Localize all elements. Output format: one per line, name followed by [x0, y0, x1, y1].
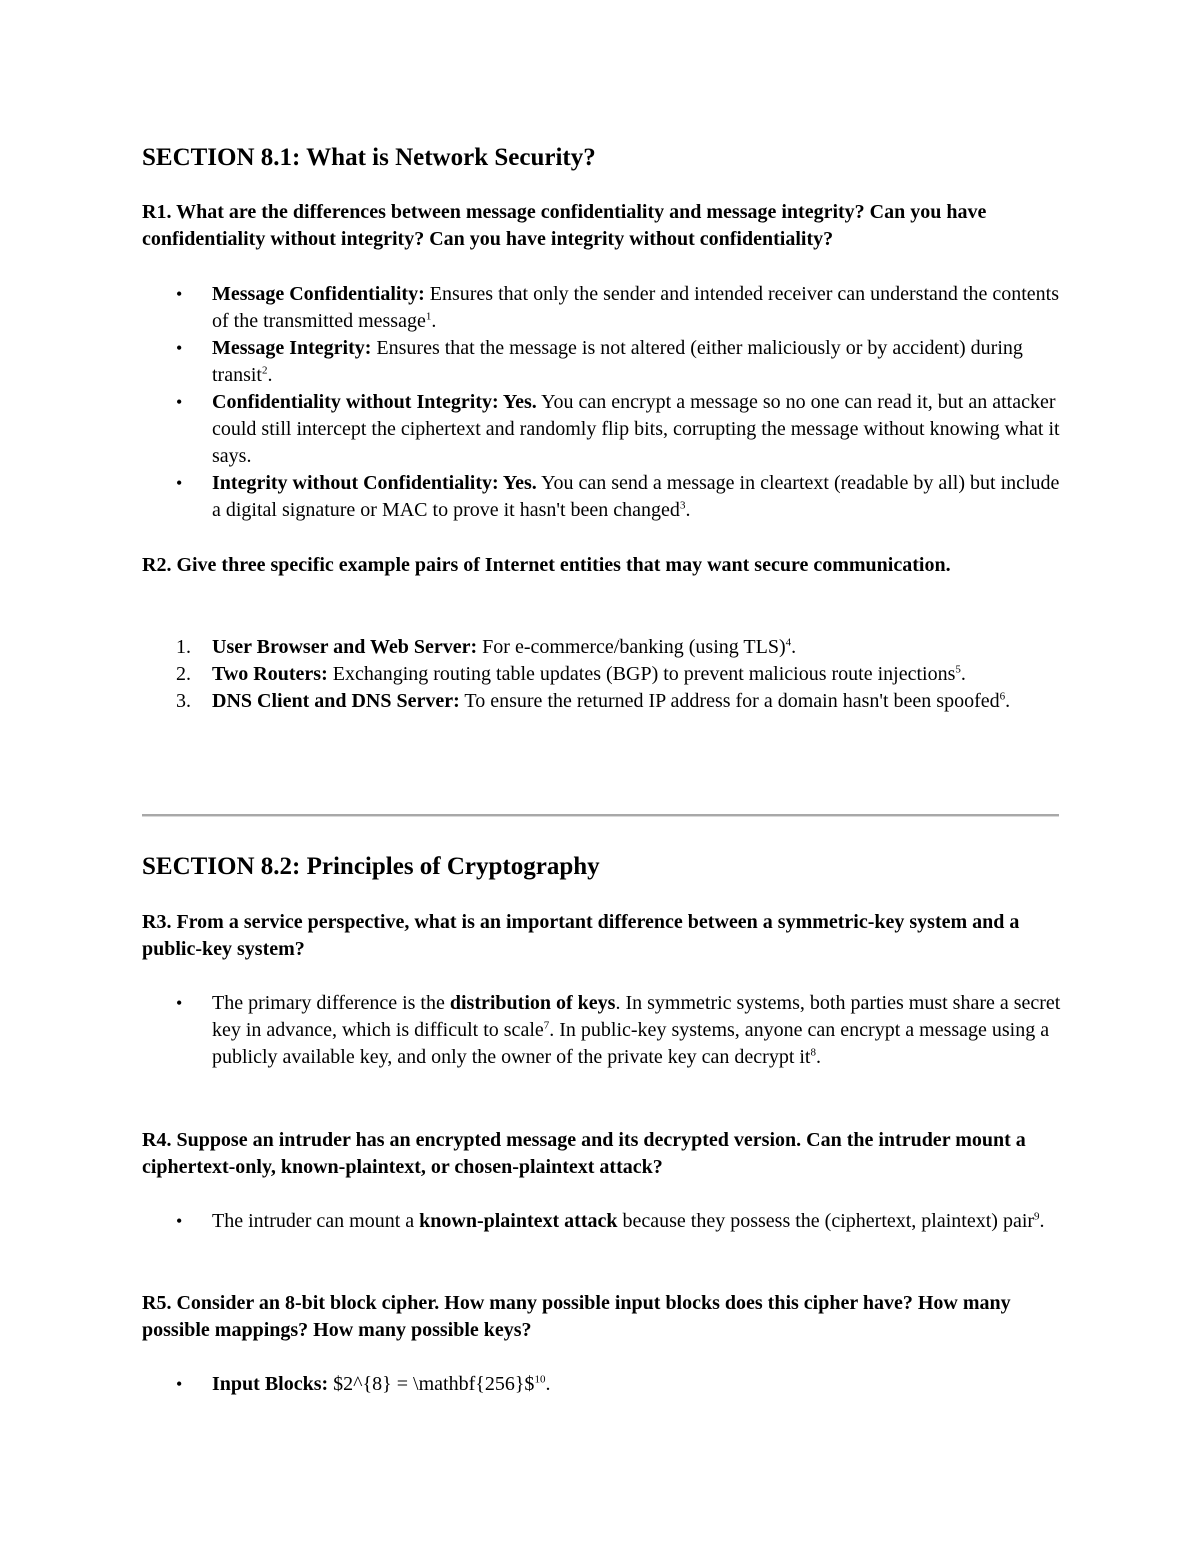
r2-answer-list	[142, 634, 1062, 715]
list-item: • Message Integrity: Ensures that the message is not altered (either maliciously or by accident) during transit$^2$.	[176, 337, 1023, 386]
bullet-icon: •	[176, 1211, 183, 1231]
list-item: 3. DNS Client and DNS Server: To ensure the returned IP address for a domain hasn't been spoofed$^6$.	[176, 690, 1011, 712]
r3-answer-list	[142, 990, 1062, 1071]
question-r2: R2. Give three specific example pairs of Internet entities that may want secure communication.	[142, 554, 951, 576]
section-8-1-heading: SECTION 8.1: What is Network Security?	[142, 144, 596, 171]
bullet-icon: •	[176, 993, 183, 1013]
horizontal-divider	[142, 814, 1059, 817]
list-item: • The intruder can mount a known-plaintext attack because they possess the (ciphertext, plaintext) pair$^9$.	[142, 1208, 1062, 1235]
question-r4: R4. Suppose an intruder has an encrypted message and its decrypted version. Can the intruder mount a ciphertext-only, known-plaintext, or chosen-plaintext attack?	[142, 1129, 1026, 1178]
list-item: • Integrity without Confidentiality: Yes. You can send a message in cleartext (readable by all) but include a digital signature or MAC to prove it hasn't been changed$^3$.	[176, 472, 1060, 521]
list-item: • The primary difference is the distribution of keys. In symmetric systems, both parties must share a secret key in advance, which is difficult to scale$^7$. In public-key systems, anyone can encrypt a message using a publicly available key, and only the owner of the private key can decrypt $it^8$.	[176, 992, 1061, 1068]
bullet-icon: •	[176, 392, 183, 412]
r1-answer-list	[142, 281, 1062, 524]
r5-answer-list	[142, 1371, 1062, 1398]
list-item: • Input Blocks: $2^{8} = \mathbf{256}\$$^{10}$.	[142, 1371, 1062, 1398]
list-item: • Confidentiality without Integrity: Yes. You can encrypt a message so no one can read it, but an attacker could still intercept the ciphertext and randomly flip bits, corrupting the message without knowing what it says.	[176, 391, 1060, 467]
question-r1: R1. What are the differences between message confidentiality and message integrity? Can you have confidentiality without integrity? Can you have integrity without confidentiality?	[142, 201, 987, 250]
r4-answer-list	[142, 1208, 1062, 1235]
bullet-icon: •	[176, 473, 183, 493]
bullet-icon: •	[176, 338, 183, 358]
question-r5: R5. Consider an 8-bit block cipher. How many possible input blocks does this cipher have? How many possible mappings? How many possible keys?	[142, 1292, 1011, 1341]
section-8-2-heading: SECTION 8.2: Principles of Cryptography	[142, 853, 600, 880]
list-item: 1. User Browser and Web Server: For e-commerce/banking (using TLS)$^4$.	[176, 636, 797, 658]
list-item: • Message Confidentiality: Ensures that only the sender and intended receiver can understand the contents of the transmitted message$^1$.	[176, 283, 1059, 332]
bullet-icon: •	[176, 1374, 183, 1394]
list-item: 2. Two Routers: Exchanging routing table updates (BGP) to prevent malicious route injections$^5$.	[176, 663, 966, 685]
bullet-icon: •	[176, 284, 183, 304]
question-r3: R3. From a service perspective, what is an important difference between a symmetric-key system and a public-key system?	[142, 911, 1020, 960]
